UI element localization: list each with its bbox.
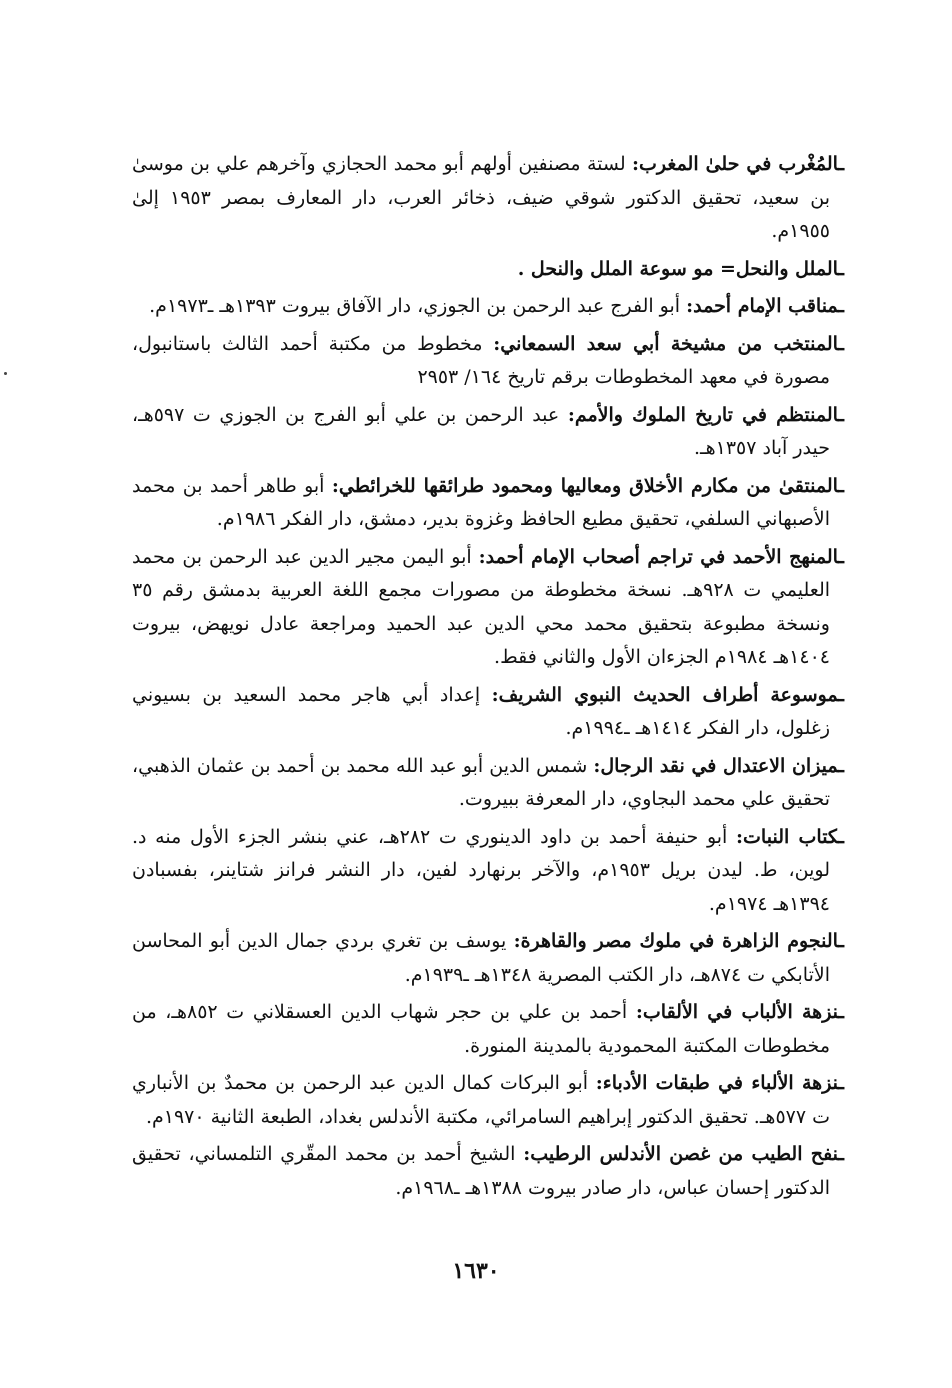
bibliography-entry (132, 328, 844, 395)
bibliography-entry (132, 541, 844, 675)
entry-dash: ـ (838, 1072, 844, 1094)
bibliography-entry (132, 253, 844, 287)
entry-details: لستة مصنفين أولهم أبو محمد الحجازي وآخرهم علي بن موسىٰ بن سعيد، تحقيق الدكتور شوقي ضيف، ذخائر العرب، دار المعارف بمصر ١٩٥٣ إلىٰ ١٩٥٥م. (132, 153, 831, 242)
bibliography-entry (132, 290, 844, 324)
entry-dash: ـ (838, 825, 844, 848)
entry-dash: ـ (838, 257, 844, 280)
bibliography-entry (132, 399, 844, 466)
entry-title: نزهة الألباب في الألقاب: (635, 1001, 839, 1023)
entry-dash: ـ (838, 545, 844, 568)
bibliography-entry (132, 679, 844, 746)
entry-dash: ـ (838, 403, 844, 426)
bibliography-list (132, 148, 844, 1209)
entry-title: الملل والنحل= مو سوعة الملل والنحل . (517, 257, 839, 280)
entry-details: أبو البركات كمال الدين عبد الرحمن بن محمدٌ بن الأنباري ت ٥٧٧هـ. تحقيق الدكتور إبراهيم السامرائي، مكتبة الأندلس بغداد، الطبعة الثانية ١٩٧٠م. (132, 1072, 830, 1128)
entry-details: عبد الرحمن بن علي أبو الفرج بن الجوزي ت ٥٩٧هـ، حيدر آباد ١٣٥٧هـ. (132, 403, 830, 459)
entry-details: إعداد أبي هاجر محمد السعيد بن بسيوني زغلول، دار الفكر ١٤١٤هـ ـ١٩٩٤م. (132, 683, 830, 739)
entry-title: ميزان الاعتدال في نقد الرجال: (593, 754, 839, 777)
bibliography-entry (132, 470, 844, 537)
entry-title: المنهج الأحمد في تراجم أصحاب الإمام أحمد: (478, 545, 839, 568)
entry-dash: ـ (838, 295, 844, 317)
entry-dash: ـ (838, 1001, 844, 1023)
entry-title: نزهة الألباء في طبقات الأدباء: (595, 1072, 839, 1094)
entry-title: نفح الطيب من غصن الأندلس الرطيب: (523, 1143, 839, 1165)
entry-dash: ـ (838, 474, 844, 497)
entry-details: يوسف بن تغري بردي جمال الدين أبو المحاسن الأتابكي ت ٨٧٤هـ، دار الكتب المصرية ١٣٤٨هـ ـ١٩٣٩م. (132, 930, 830, 986)
entry-title: المُغْرب في حلىٰ المغرب: (632, 153, 839, 175)
entry-details: أحمد بن علي بن حجر شهاب الدين العسقلاني ت ٨٥٢هـ، من مخطوطات المكتبة المحمودية بالمدينة المنورة. (132, 1001, 830, 1057)
page-number: ١٦٣٠ (452, 1258, 500, 1284)
bibliography-entry (132, 148, 844, 249)
entry-details: أبو الفرج عبد الرحمن بن الجوزي، دار الآفاق بيروت ١٣٩٣هـ ـ١٩٧٣م. (149, 295, 687, 317)
bibliography-entry (132, 821, 844, 922)
entry-title: المنتظم في تاريخ الملوك والأمم: (567, 403, 839, 426)
entry-dash: ـ (838, 683, 844, 706)
bibliography-entry (132, 750, 844, 817)
bibliography-entry (132, 996, 844, 1063)
scan-speck (4, 372, 7, 375)
bibliography-entry (132, 925, 844, 992)
entry-title: مناقب الإمام أحمد: (686, 295, 839, 317)
entry-details: الشيخ أحمد بن محمد المقّري التلمساني، تحقيق الدكتور إحسان عباس، دار صادر بيروت ١٣٨٨هـ ـ١٩٦٨م. (132, 1143, 830, 1199)
entry-details: أبو حنيفة أحمد بن داود الدينوري ت ٢٨٢هـ، عني بنشر الجزء الأول منه د. لوين، ط. ليدن بريل ١٩٥٣م، والآخر برنهارد لفين، دار النشر فرانز شتاينر، بفسبادن ١٣٩٤هـ ١٩٧٤م. (132, 825, 830, 915)
entry-title: موسوعة أطراف الحديث النبوي الشريف: (491, 683, 839, 706)
bibliography-entry (132, 1067, 844, 1134)
entry-details: أبو اليمن مجير الدين عبد الرحمن بن محمد العليمي ت ٩٢٨هـ. نسخة مخطوطة من مصورات مجمع اللغة العربية بدمشق رقم ٣٥ ونسخة مطبوعة بتحقيق محمد محي الدين عبد الحميد ومراجعة عادل نويهض، بيروت ١٤٠٤هـ ١٩٨٤م الجزءان الأول والثاني فقط. (132, 545, 831, 668)
entry-title: كتاب النبات: (736, 825, 839, 848)
entry-title: المنتقىٰ من مكارم الأخلاق ومعاليها ومحمود طرائقها للخرائطي: (331, 474, 839, 497)
bibliography-entry (132, 1138, 844, 1205)
entry-dash: ـ (838, 1143, 844, 1165)
entry-dash: ـ (838, 930, 844, 952)
entry-title: المنتخب من مشيخة أبي سعد السمعاني: (493, 332, 839, 355)
entry-dash: ـ (838, 332, 844, 355)
entry-details: أبو طاهر أحمد بن محمد الأصبهاني السلفي، تحقيق مطيع الحافظ وغزوة بدير، دمشق، دار الفكر ١٩٨٦م. (132, 474, 830, 530)
entry-details: شمس الدين أبو عبد الله محمد بن أحمد بن عثمان الذهبي، تحقيق علي محمد البجاوي، دار المعرفة ببيروت. (132, 754, 830, 810)
entry-details: مخطوط من مكتبة أحمد الثالث باستانبول، مصورة في معهد المخطوطات برقم تاريخ ١٦٤/ ٢٩٥٣ (132, 332, 830, 388)
entry-title: النجوم الزاهرة في ملوك مصر والقاهرة: (513, 930, 839, 952)
entry-dash: ـ (838, 754, 844, 777)
entry-dash: ـ (838, 153, 845, 175)
